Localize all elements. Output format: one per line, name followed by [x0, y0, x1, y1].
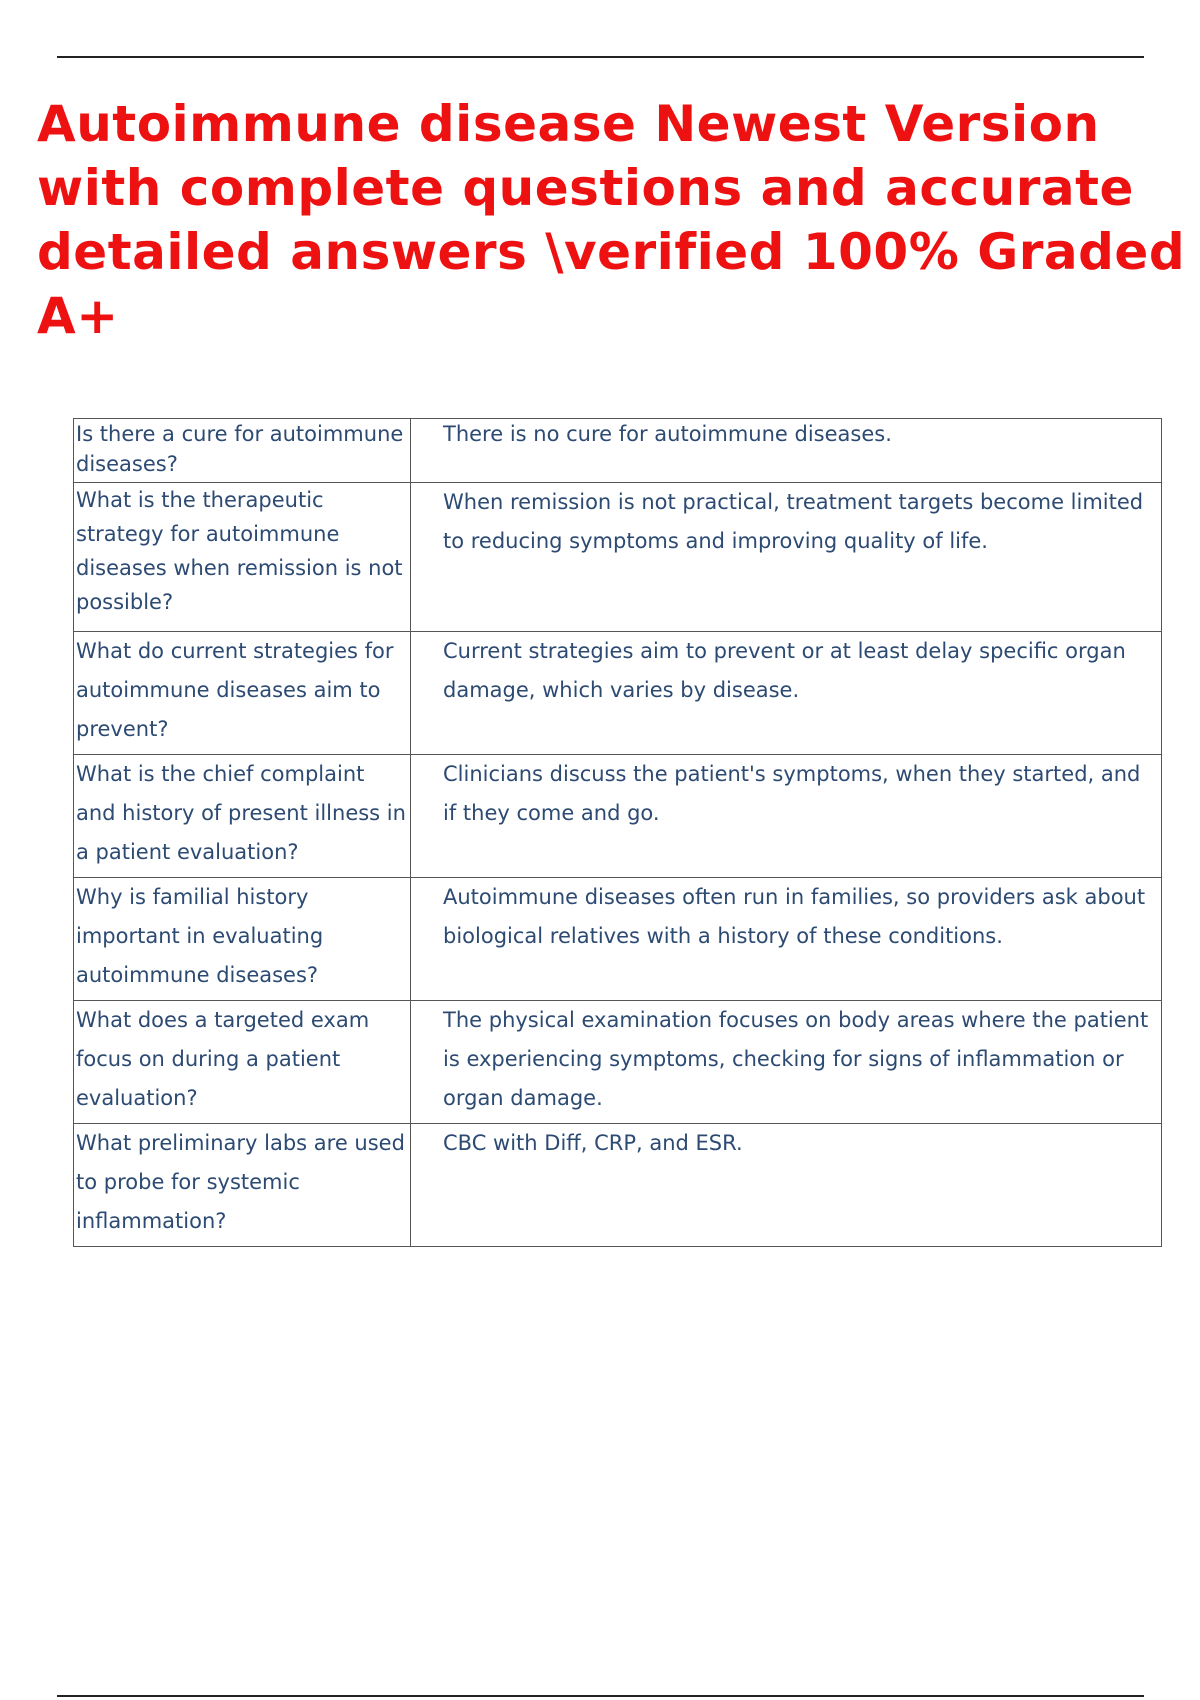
question-cell: What do current strategies for autoimmune diseases aim to prevent?	[74, 632, 411, 755]
answer-cell: The physical examination focuses on body areas where the patient is experiencing symptoms, checking for signs of inflammation or organ damage.	[411, 1001, 1162, 1124]
bottom-rule	[57, 1695, 1144, 1697]
question-cell: Why is familial history important in evaluating autoimmune diseases?	[74, 878, 411, 1001]
question-cell: What does a targeted exam focus on during a patient evaluation?	[74, 1001, 411, 1124]
answer-cell: Current strategies aim to prevent or at least delay specific organ damage, which varies by disease.	[411, 632, 1162, 755]
table-row	[74, 419, 1162, 483]
top-rule	[57, 56, 1144, 58]
question-cell: What is the chief complaint and history of present illness in a patient evaluation?	[74, 755, 411, 878]
table-row	[74, 1124, 1162, 1247]
table-row	[74, 1001, 1162, 1124]
question-cell: Is there a cure for autoimmune diseases?	[74, 419, 411, 483]
answer-cell: When remission is not practical, treatment targets become limited to reducing symptoms and improving quality of life.	[411, 483, 1162, 632]
question-cell: What preliminary labs are used to probe for systemic inflammation?	[74, 1124, 411, 1247]
answer-cell: CBC with Diff, CRP, and ESR.	[411, 1124, 1162, 1247]
answer-cell: Autoimmune diseases often run in families, so providers ask about biological relatives with a history of these conditions.	[411, 878, 1162, 1001]
table-row	[74, 878, 1162, 1001]
answer-cell: There is no cure for autoimmune diseases.	[411, 419, 1162, 483]
qa-table	[73, 418, 1162, 1247]
table-row	[74, 755, 1162, 878]
table-row	[74, 483, 1162, 632]
table-row	[74, 632, 1162, 755]
answer-cell: Clinicians discuss the patient's symptoms, when they started, and if they come and go.	[411, 755, 1162, 878]
question-cell: What is the therapeutic strategy for autoimmune diseases when remission is not possible?	[74, 483, 411, 632]
document-title: Autoimmune disease Newest Version with complete questions and accurate detailed answers \verified 100% Graded A+	[37, 95, 1186, 345]
